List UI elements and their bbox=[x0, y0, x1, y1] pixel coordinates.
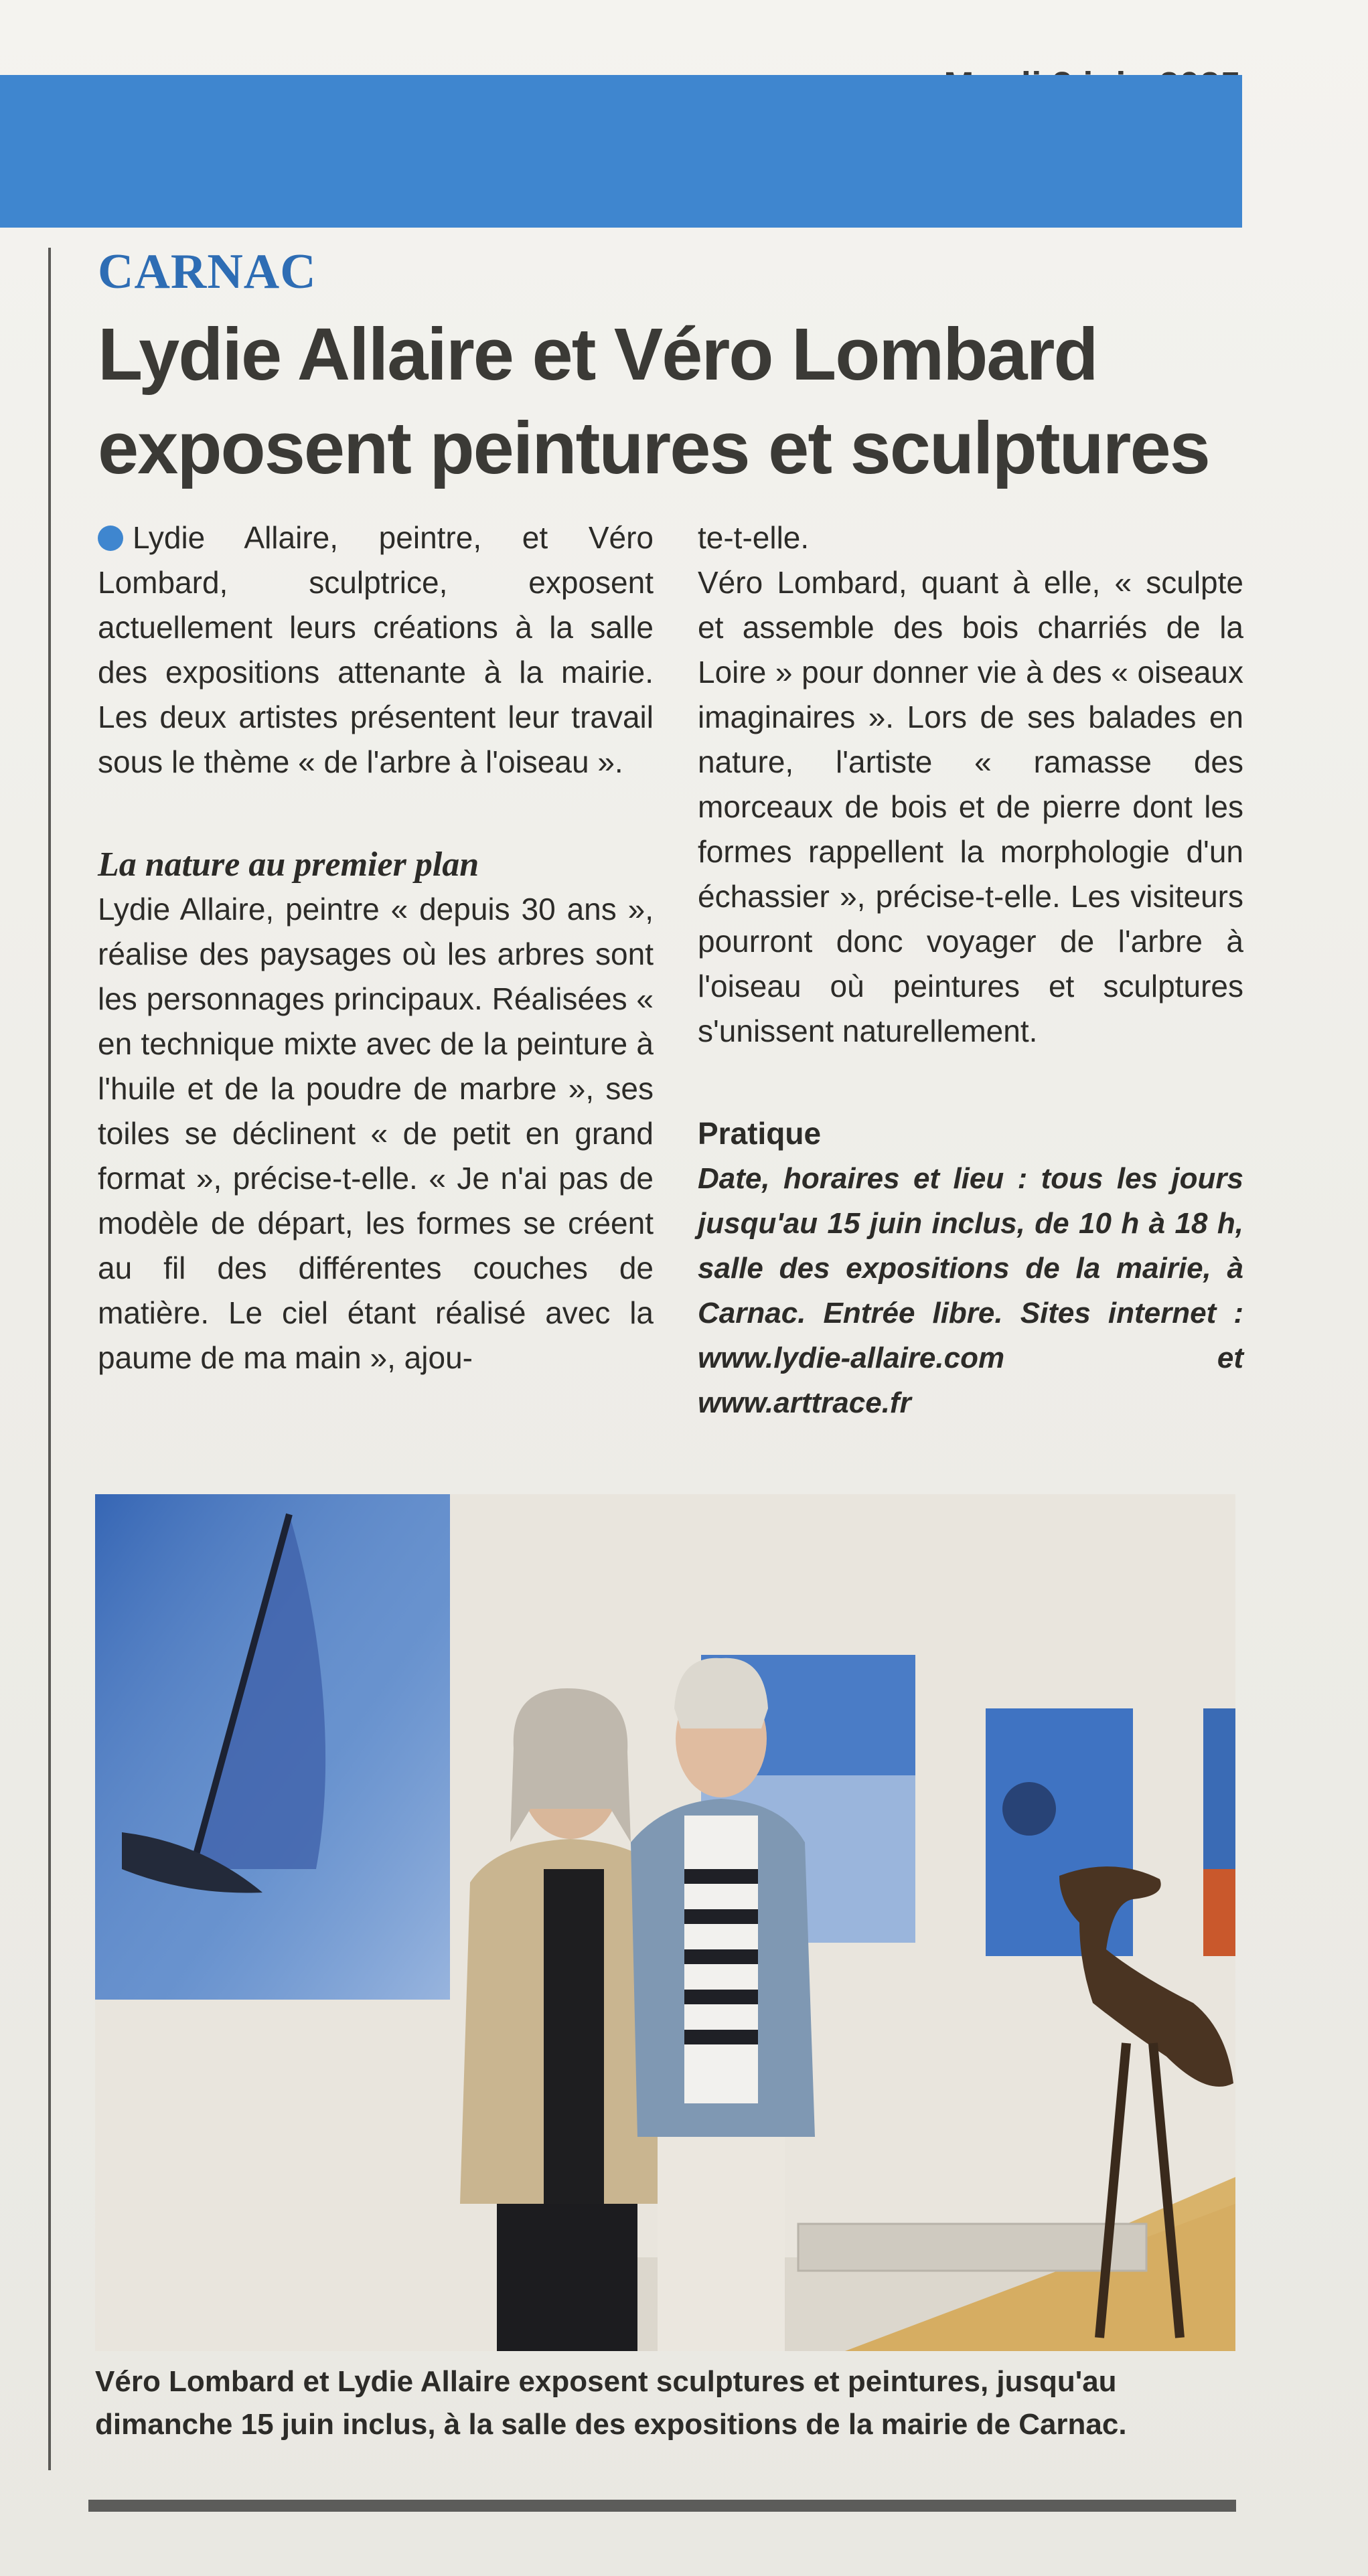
article-kicker: CARNAC bbox=[98, 244, 317, 299]
body-paragraph-right: Véro Lombard, quant à elle, « sculpte et assemble des bois charriés de la Loire » pour donner vie à des « oiseaux imaginaires ». Lors de ses balades en nature, l'artiste « ramasse des morceaux de bois et de pierre dont les formes rappellent la morphologie d'un échassier », précise-t-elle. Les visiteurs pourront donc voyager de l'arbre à l'oiseau où peintures et sculptures s'unissent naturellement. bbox=[698, 565, 1243, 1048]
photo-illustration bbox=[95, 1494, 1235, 2351]
headline-line-1: Lydie Allaire et Véro Lombard bbox=[98, 313, 1097, 396]
intro-paragraph bbox=[98, 515, 654, 785]
column-rule bbox=[48, 248, 51, 2470]
pratique-heading: Pratique bbox=[698, 1116, 822, 1151]
pratique-info: Date, horaires et lieu : tous les jours jusqu'au 15 juin inclus, de 10 h à 18 h, salle des expositions de la mairie, à Carnac. Entrée libre. Sites internet : www.lydie-allaire.com et www.arttrace.fr bbox=[698, 1162, 1243, 1419]
body-paragraph-left: Lydie Allaire, peintre « depuis 30 ans », réalise des paysages où les arbres sont les personnages principaux. Réalisées « en technique mixte avec de la peinture à l'huile et de la poudre de marbre », ses toiles se déclinent « de petit en grand format », précise-t-elle. « Je n'ai pas de modèle de départ, les formes se créent au fil des différentes couches de matière. Le ciel étant réalisé avec la paume de ma main », ajou- bbox=[98, 892, 654, 1375]
article-headline bbox=[98, 308, 1236, 495]
header-color-band bbox=[0, 75, 1242, 228]
bullet-dot-icon bbox=[98, 526, 123, 551]
headline-line-2: exposent peintures et sculptures bbox=[98, 407, 1209, 489]
article-column-left bbox=[98, 515, 654, 1380]
article-column-right bbox=[698, 515, 1243, 1425]
intro-text: Lydie Allaire, peintre, et Véro Lombard, sculptrice, exposent actuellement leurs créations à la salle des expositions attenante à la mairie. Les deux artistes présentent leur travail sous le thème « de l'arbre à l'oiseau ». bbox=[98, 520, 654, 779]
body-continuation: te-t-elle. bbox=[698, 520, 810, 555]
article-photo bbox=[95, 1494, 1235, 2351]
photo-caption: Véro Lombard et Lydie Allaire exposent sculptures et peintures, jusqu'au dimanche 15 juin inclus, à la salle des expositions de la mairie de Carnac. bbox=[95, 2365, 1127, 2441]
bottom-rule bbox=[88, 2500, 1236, 2512]
section-subhead: La nature au premier plan bbox=[98, 846, 479, 884]
